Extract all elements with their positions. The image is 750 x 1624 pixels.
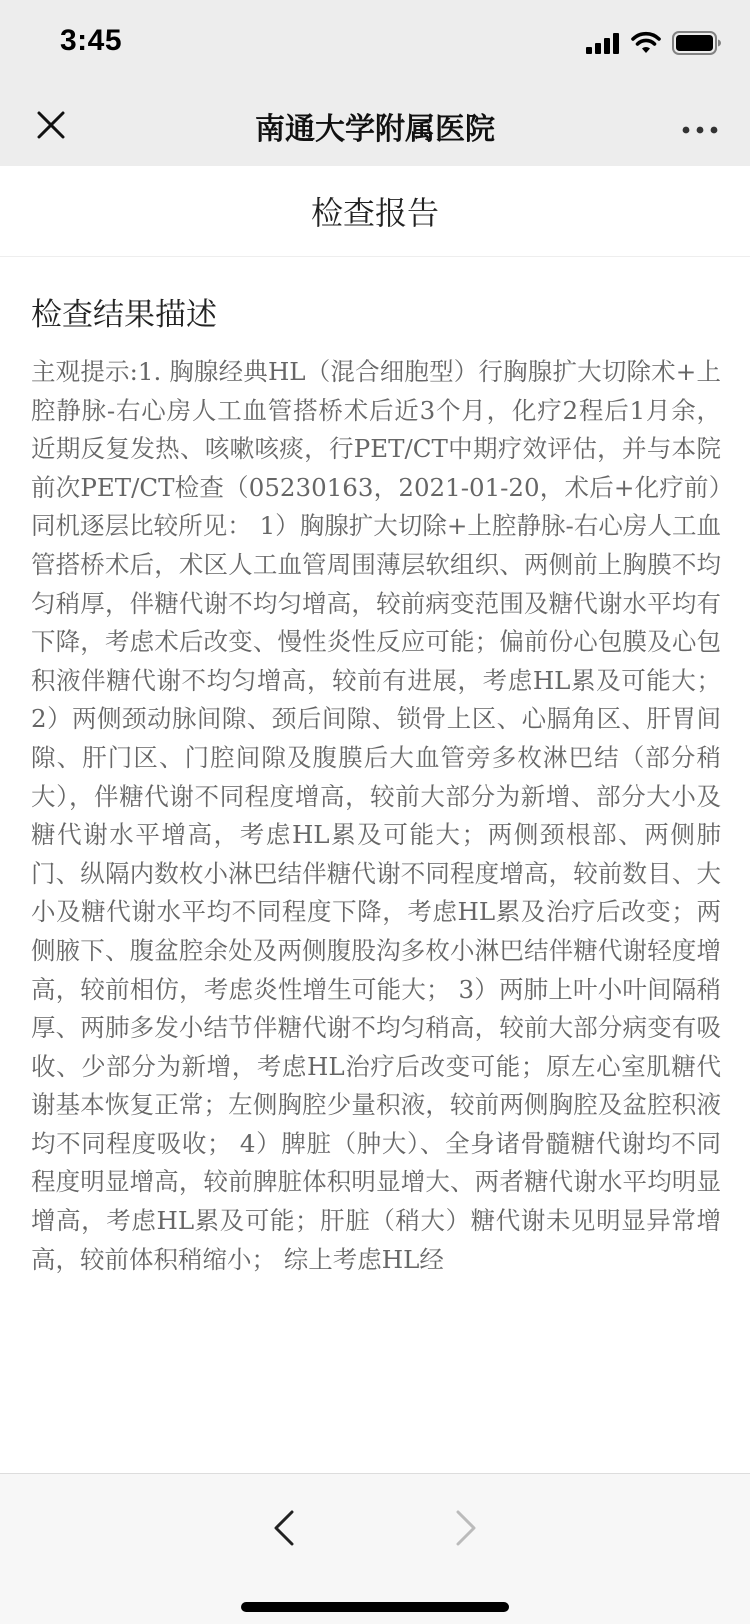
nav-title: 南通大学附属医院	[255, 112, 495, 147]
home-indicator[interactable]	[241, 1602, 509, 1612]
report-content[interactable]	[0, 257, 750, 1473]
status-icons	[586, 30, 722, 60]
status-time: 3:45	[60, 24, 123, 57]
page-header	[0, 166, 750, 257]
nav-bar	[0, 88, 750, 166]
wifi-icon	[630, 31, 662, 59]
status-bar	[0, 0, 750, 88]
forward-button[interactable]	[444, 1502, 488, 1558]
more-button[interactable]	[676, 110, 724, 146]
chevron-left-icon	[272, 1509, 296, 1551]
section-title: 检查结果描述	[31, 297, 217, 333]
back-button[interactable]	[262, 1502, 306, 1558]
page-title: 检查报告	[310, 194, 439, 232]
result-description-text: 主观提示:1. 胸腺经典HL（混合细胞型）行胸腺扩大切除术+上腔静脉-右心房人工血管搭桥术后近3个月，化疗2程后1月余，近期反复发热、咳嗽咳痰，行PET/CT中期疗效评估，并与本院前次PET/CT检查（05230163，2021-01-20，术后+化疗前）同机逐层比较所见： 1）胸腺扩大切除+上腔静脉-右心房人工血管搭桥术后，术区人工血管周围薄层软组织、两侧前上胸膜不均匀稍厚，伴糖代谢不均匀增高，较前病变范围及糖代谢水平均有下降，考虑术后改变、慢性炎性反应可能；偏前份心包膜及心包积液伴糖代谢不均匀增高，较前有进展，考虑HL累及可能大； 2）两侧颈动脉间隙、颈后间隙、锁骨上区、心膈角区、肝胃间隙、肝门区、门腔间隙及腹膜后大血管旁多枚淋巴结（部分稍大），伴糖代谢不同程度增高，较前大部分为新增、部分大小及糖代谢水平增高，考虑HL累及可能大；两侧颈根部、两侧肺门、纵隔内数枚小淋巴结伴糖代谢不同程度增高，较前数目、大小及糖代谢水平均不同程度下降，考虑HL累及治疗后改变；两侧腋下、腹盆腔余处及两侧腹股沟多枚小淋巴结伴糖代谢轻度增高，较前相仿，考虑炎性增生可能大； 3）两肺上叶小叶间隔稍厚、两肺多发小结节伴糖代谢不均匀稍高，较前大部分病变有吸收、少部分为新增，考虑HL治疗后改变可能；原左心室肌糖代谢基本恢复正常；左侧胸腔少量积液，较前两侧胸腔及盆腔积液均不同程度吸收； 4）脾脏（肿大）、全身诸骨髓糖代谢均不同程度明显增高，较前脾脏体积明显增大、两者糖代谢水平均明显增高，考虑HL累及可能；肝脏（稍大）糖代谢未见明显异常增高，较前体积稍缩小； 综上考虑HL经	[31, 357, 721, 1274]
chevron-right-icon	[454, 1509, 478, 1551]
more-icon	[682, 119, 718, 138]
cellular-signal-icon	[586, 32, 620, 58]
bottom-toolbar	[0, 1473, 750, 1624]
battery-icon	[672, 31, 722, 59]
